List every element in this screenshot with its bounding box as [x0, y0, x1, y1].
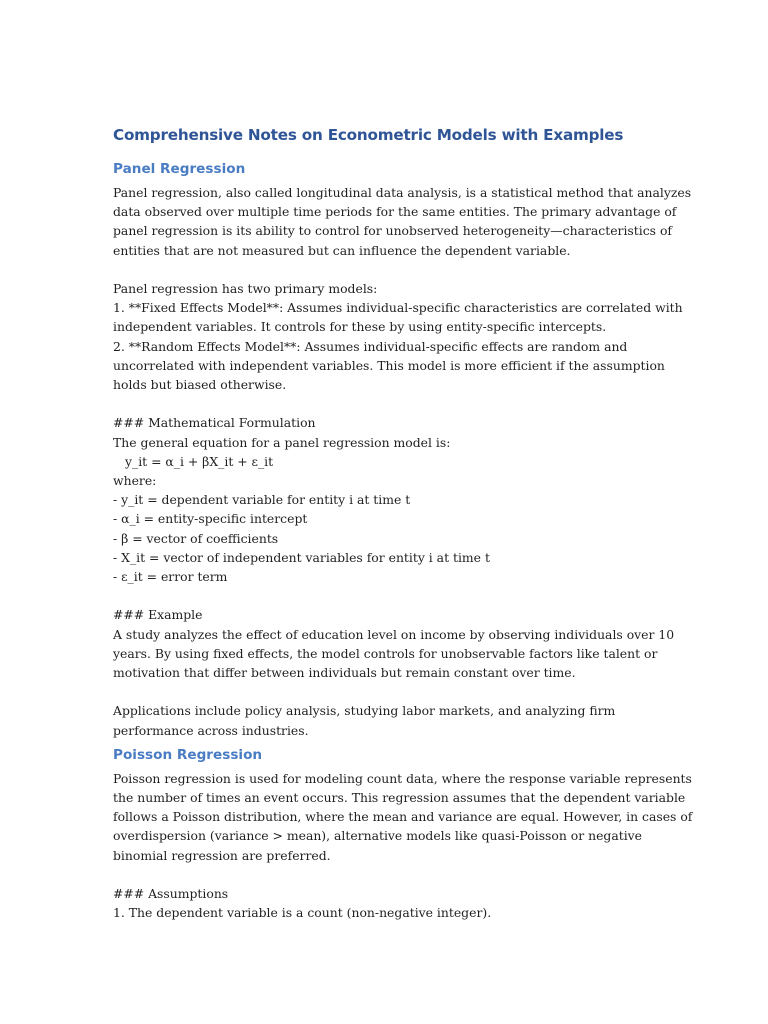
- document-title: Comprehensive Notes on Econometric Models with Examples: [113, 126, 624, 144]
- subheading-mathematical-formulation: ### Mathematical Formulation: [113, 415, 316, 431]
- text-line: holds but biased otherwise.: [113, 377, 287, 393]
- text-line: panel regression is its ability to control for unobserved heterogeneity—characteristics of: [113, 223, 673, 239]
- panel-intro-paragraph: [113, 183, 692, 260]
- text-line: Panel regression has two primary models:: [113, 281, 378, 296]
- text-line: motivation that differ between individuals but remain constant over time.: [113, 665, 576, 681]
- example-paragraph: [113, 605, 675, 682]
- text-line: binomial regression are preferred.: [113, 847, 331, 863]
- definition-item: - α_i = entity-specific intercept: [113, 511, 308, 527]
- text-line: overdispersion (variance > mean), alternative models like quasi-Poisson or negative: [113, 828, 643, 844]
- text-line: years. By using fixed effects, the model controls for unobservable factors like talent or: [113, 645, 658, 661]
- subheading-assumptions: ### Assumptions: [113, 886, 229, 902]
- assumptions-paragraph: [113, 884, 658, 922]
- text-line: Poisson regression is used for modeling count data, where the response variable represents: [113, 770, 692, 786]
- poisson-intro-paragraph: [113, 769, 693, 865]
- text-line: The general equation for a panel regression model is:: [113, 434, 451, 450]
- text-line: Applications include policy analysis, studying labor markets, and analyzing firm: [113, 703, 616, 719]
- definition-item: - β = vector of coefficients: [113, 530, 279, 546]
- text-line: entities that are not measured but can influence the dependent variable.: [113, 242, 571, 258]
- text-line: the number of times an event occurs. This regression assumes that the dependent variable: [113, 790, 686, 806]
- list-item: 1. **Fixed Effects Model**: Assumes individual-specific characteristics are correlated with: [113, 300, 683, 316]
- applications-paragraph: [113, 701, 658, 739]
- list-item: 1. The dependent variable is a count (non-negative integer).: [113, 905, 492, 921]
- text-line: where:: [113, 473, 157, 489]
- document-body: [113, 124, 693, 922]
- definition-item: - y_it = dependent variable for entity i at time t: [113, 492, 411, 508]
- text-line: independent variables. It controls for these by using entity-specific intercepts.: [113, 319, 607, 335]
- panel-models-paragraph: [113, 279, 683, 394]
- text-line: performance across industries.: [113, 722, 309, 738]
- list-item: 2. **Random Effects Model**: Assumes individual-specific effects are random and: [113, 338, 628, 354]
- text-line: data observed over multiple time periods for the same entities. The primary advantage of: [113, 204, 677, 220]
- text-line: follows a Poisson distribution, where the mean and variance are equal. However, in cases of: [113, 809, 693, 825]
- text-line: uncorrelated with independent variables. This model is more efficient if the assumption: [113, 357, 665, 373]
- equation: y_it = α_i + βX_it + ε_it: [125, 453, 274, 469]
- section-heading-poisson-regression: Poisson Regression: [113, 746, 263, 763]
- definition-item: - X_it = vector of independent variables for entity i at time t: [113, 549, 490, 565]
- math-formulation-paragraph: [113, 413, 658, 586]
- section-heading-panel-regression: Panel Regression: [113, 161, 246, 177]
- definition-item: - ε_it = error term: [113, 569, 228, 585]
- text-line: A study analyzes the effect of education level on income by observing individuals over 10: [113, 626, 675, 642]
- text-line: Panel regression, also called longitudinal data analysis, is a statistical method that analyzes: [113, 185, 692, 200]
- subheading-example: ### Example: [113, 607, 203, 623]
